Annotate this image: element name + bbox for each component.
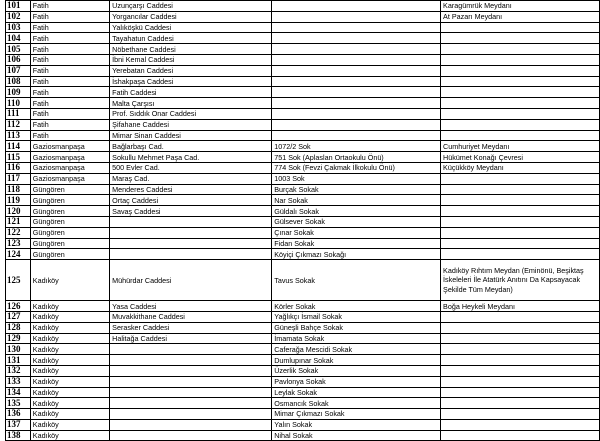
- square-cell: [441, 195, 600, 206]
- street-cell: Fidan Sokak: [272, 238, 441, 249]
- row-number: 128: [6, 322, 31, 333]
- street-cell: Şifahane Caddesi: [110, 119, 272, 130]
- table-row: [6, 419, 600, 430]
- street-cell: Caferağa Mescidi Sokak: [272, 344, 441, 355]
- street-cell: [110, 216, 272, 227]
- row-number: 109: [6, 87, 31, 98]
- district-cell: Kadıköy: [30, 344, 109, 355]
- table-row: [6, 227, 600, 238]
- square-cell: Hükümet Konağı Çevresi: [441, 152, 600, 163]
- table-row: [6, 365, 600, 376]
- square-cell: [441, 87, 600, 98]
- row-number: 113: [6, 130, 31, 141]
- square-cell: [441, 398, 600, 409]
- street-cell: Halitağa Caddesi: [110, 333, 272, 344]
- district-cell: Fatih: [30, 22, 109, 33]
- table-row: [6, 398, 600, 409]
- row-number: 123: [6, 238, 31, 249]
- square-cell: [441, 216, 600, 227]
- table-row: [6, 333, 600, 344]
- district-cell: Kadıköy: [30, 365, 109, 376]
- table-row: [6, 249, 600, 260]
- table-body: [6, 1, 600, 441]
- street-cell: 500 Evler Cad.: [110, 162, 272, 173]
- square-cell: [441, 130, 600, 141]
- table-row: [6, 409, 600, 420]
- table-row: [6, 301, 600, 312]
- square-cell: [441, 65, 600, 76]
- square-cell: [441, 108, 600, 119]
- street-cell: [272, 65, 441, 76]
- square-cell: [441, 376, 600, 387]
- square-cell: [441, 227, 600, 238]
- street-cell: Osmancık Sokak: [272, 398, 441, 409]
- table-row: [6, 162, 600, 173]
- row-number: 116: [6, 162, 31, 173]
- row-number: 115: [6, 152, 31, 163]
- row-number: 114: [6, 141, 31, 152]
- street-cell: Nar Sokak: [272, 195, 441, 206]
- street-cell: Mimar Sinan Caddesi: [110, 130, 272, 141]
- square-cell: At Pazarı Meydanı: [441, 11, 600, 22]
- street-cell: Savaş Caddesi: [110, 206, 272, 217]
- row-number: 106: [6, 54, 31, 65]
- district-cell: Fatih: [30, 98, 109, 109]
- street-cell: [272, 44, 441, 55]
- square-cell: [441, 365, 600, 376]
- row-number: 134: [6, 387, 31, 398]
- street-cell: Köyiçi Çıkmazı Sokağı: [272, 249, 441, 260]
- row-number: 135: [6, 398, 31, 409]
- district-cell: Gaziosmanpaşa: [30, 141, 109, 152]
- table-row: [6, 65, 600, 76]
- district-cell: Güngören: [30, 227, 109, 238]
- district-cell: Fatih: [30, 108, 109, 119]
- table-row: [6, 430, 600, 441]
- street-cell: Güldalı Sokak: [272, 206, 441, 217]
- square-cell: [441, 419, 600, 430]
- district-cell: Kadıköy: [30, 301, 109, 312]
- table-row: [6, 387, 600, 398]
- row-number: 130: [6, 344, 31, 355]
- row-number: 120: [6, 206, 31, 217]
- square-cell: Boğa Heykeli Meydanı: [441, 301, 600, 312]
- row-number: 105: [6, 44, 31, 55]
- district-cell: Kadıköy: [30, 311, 109, 322]
- street-cell: [110, 238, 272, 249]
- district-cell: Kadıköy: [30, 398, 109, 409]
- street-cell: 1072/2 Sok: [272, 141, 441, 152]
- district-cell: Kadıköy: [30, 409, 109, 420]
- street-cell: Tayahatun Caddesi: [110, 33, 272, 44]
- district-cell: Güngören: [30, 238, 109, 249]
- street-cell: [272, 1, 441, 12]
- district-cell: Gaziosmanpaşa: [30, 173, 109, 184]
- row-number: 121: [6, 216, 31, 227]
- street-cell: [272, 108, 441, 119]
- row-number: 111: [6, 108, 31, 119]
- district-cell: Güngören: [30, 184, 109, 195]
- street-cell: [110, 419, 272, 430]
- street-cell: Fatih Caddesi: [110, 87, 272, 98]
- district-cell: Güngören: [30, 206, 109, 217]
- street-cell: [110, 387, 272, 398]
- square-cell: Kadıköy Rıhtım Meydan (Eminönü, Beşiktaş İskeleleri İle Atatürk Anıtını Da Kapsayacak Şekilde Tüm Meydan): [441, 260, 600, 301]
- square-cell: [441, 54, 600, 65]
- district-cell: Fatih: [30, 54, 109, 65]
- table-row: [6, 141, 600, 152]
- table-row: [6, 152, 600, 163]
- row-number: 108: [6, 76, 31, 87]
- row-number: 127: [6, 311, 31, 322]
- street-cell: [272, 54, 441, 65]
- row-number: 104: [6, 33, 31, 44]
- row-number: 102: [6, 11, 31, 22]
- square-cell: Cumhuriyet Meydanı: [441, 141, 600, 152]
- row-number: 107: [6, 65, 31, 76]
- square-cell: [441, 322, 600, 333]
- district-cell: Fatih: [30, 130, 109, 141]
- street-cell: [110, 430, 272, 441]
- district-cell: Fatih: [30, 87, 109, 98]
- row-number: 110: [6, 98, 31, 109]
- row-number: 125: [6, 260, 31, 301]
- street-cell: Prof. Sıddık Onar Caddesi: [110, 108, 272, 119]
- street-cell: İbni Kemal Caddesi: [110, 54, 272, 65]
- square-cell: Küçükköy Meydanı: [441, 162, 600, 173]
- square-cell: [441, 409, 600, 420]
- street-cell: [110, 227, 272, 238]
- table-row: [6, 130, 600, 141]
- square-cell: [441, 387, 600, 398]
- district-cell: Kadıköy: [30, 430, 109, 441]
- district-cell: Kadıköy: [30, 376, 109, 387]
- square-cell: [441, 333, 600, 344]
- square-cell: [441, 22, 600, 33]
- district-cell: Fatih: [30, 33, 109, 44]
- street-cell: 751 Sok (Aplaslan Ortaokulu Önü): [272, 152, 441, 163]
- street-cell: [272, 76, 441, 87]
- street-cell: Yalıköşkü Caddesi: [110, 22, 272, 33]
- street-cell: Yerebatan Caddesi: [110, 65, 272, 76]
- table-row: [6, 344, 600, 355]
- table-row: [6, 216, 600, 227]
- street-cell: İshakpaşa Caddesi: [110, 76, 272, 87]
- street-cell: Pavlonya Sokak: [272, 376, 441, 387]
- streets-table: [5, 0, 600, 441]
- district-cell: Kadıköy: [30, 260, 109, 301]
- street-cell: Serasker Caddesi: [110, 322, 272, 333]
- street-cell: İmamata Sokak: [272, 333, 441, 344]
- square-cell: [441, 98, 600, 109]
- district-cell: Güngören: [30, 216, 109, 227]
- row-number: 137: [6, 419, 31, 430]
- table-row: [6, 238, 600, 249]
- street-cell: [110, 409, 272, 420]
- district-cell: Gaziosmanpaşa: [30, 162, 109, 173]
- table-row: [6, 260, 600, 301]
- square-cell: [441, 173, 600, 184]
- row-number: 138: [6, 430, 31, 441]
- square-cell: [441, 33, 600, 44]
- district-cell: Kadıköy: [30, 419, 109, 430]
- street-cell: Körler Sokak: [272, 301, 441, 312]
- row-number: 122: [6, 227, 31, 238]
- street-cell: Nihal Sokak: [272, 430, 441, 441]
- street-cell: Yasa Caddesi: [110, 301, 272, 312]
- square-cell: [441, 119, 600, 130]
- street-cell: [272, 11, 441, 22]
- district-cell: Gaziosmanpaşa: [30, 152, 109, 163]
- district-cell: Kadıköy: [30, 355, 109, 366]
- street-cell: Maraş Cad.: [110, 173, 272, 184]
- street-cell: Güneşli Bahçe Sokak: [272, 322, 441, 333]
- table-row: [6, 1, 600, 12]
- street-cell: Dumlupınar Sokak: [272, 355, 441, 366]
- district-cell: Kadıköy: [30, 387, 109, 398]
- street-cell: [272, 98, 441, 109]
- square-cell: [441, 76, 600, 87]
- table-row: [6, 22, 600, 33]
- street-cell: Çınar Sokak: [272, 227, 441, 238]
- table-row: [6, 184, 600, 195]
- row-number: 132: [6, 365, 31, 376]
- table-row: [6, 322, 600, 333]
- street-cell: Ortaç Caddesi: [110, 195, 272, 206]
- street-cell: Malta Çarşısı: [110, 98, 272, 109]
- street-cell: 1003 Sok: [272, 173, 441, 184]
- district-cell: Kadıköy: [30, 322, 109, 333]
- row-number: 136: [6, 409, 31, 420]
- street-cell: [110, 398, 272, 409]
- square-cell: [441, 44, 600, 55]
- district-cell: Fatih: [30, 76, 109, 87]
- street-cell: Muvakkithane Caddesi: [110, 311, 272, 322]
- street-cell: Mühürdar Caddesi: [110, 260, 272, 301]
- square-cell: [441, 184, 600, 195]
- street-cell: Yorgancılar Caddesi: [110, 11, 272, 22]
- street-cell: Üzerlik Sokak: [272, 365, 441, 376]
- street-cell: [110, 249, 272, 260]
- row-number: 103: [6, 22, 31, 33]
- row-number: 129: [6, 333, 31, 344]
- row-number: 131: [6, 355, 31, 366]
- table-row: [6, 173, 600, 184]
- street-cell: Mimar Çıkmazı Sokak: [272, 409, 441, 420]
- street-cell: Uzunçarşı Caddesi: [110, 1, 272, 12]
- street-cell: [272, 87, 441, 98]
- table-row: [6, 76, 600, 87]
- square-cell: [441, 206, 600, 217]
- row-number: 133: [6, 376, 31, 387]
- square-cell: [441, 430, 600, 441]
- square-cell: [441, 238, 600, 249]
- row-number: 101: [6, 1, 31, 12]
- district-cell: Kadıköy: [30, 333, 109, 344]
- district-cell: Güngören: [30, 249, 109, 260]
- street-cell: Nöbethane Caddesi: [110, 44, 272, 55]
- table-row: [6, 54, 600, 65]
- street-cell: Menderes Caddesi: [110, 184, 272, 195]
- table-row: [6, 376, 600, 387]
- table-row: [6, 33, 600, 44]
- row-number: 126: [6, 301, 31, 312]
- street-cell: [110, 376, 272, 387]
- street-cell: 774 Sok (Fevzi Çakmak İlkokulu Önü): [272, 162, 441, 173]
- street-cell: [110, 344, 272, 355]
- row-number: 119: [6, 195, 31, 206]
- street-cell: Yağlıkçı İsmail Sokak: [272, 311, 441, 322]
- district-cell: Fatih: [30, 11, 109, 22]
- street-cell: [272, 119, 441, 130]
- row-number: 112: [6, 119, 31, 130]
- row-number: 124: [6, 249, 31, 260]
- street-cell: [272, 33, 441, 44]
- street-cell: [110, 365, 272, 376]
- square-cell: [441, 249, 600, 260]
- district-cell: Fatih: [30, 119, 109, 130]
- square-cell: [441, 311, 600, 322]
- street-cell: Gülsever Sokak: [272, 216, 441, 227]
- square-cell: Karagümrük Meydanı: [441, 1, 600, 12]
- table-row: [6, 355, 600, 366]
- district-cell: Güngören: [30, 195, 109, 206]
- street-cell: Yalın Sokak: [272, 419, 441, 430]
- street-cell: [272, 130, 441, 141]
- square-cell: [441, 344, 600, 355]
- table-row: [6, 87, 600, 98]
- street-cell: Bağlarbaşı Cad.: [110, 141, 272, 152]
- street-cell: Tavus Sokak: [272, 260, 441, 301]
- street-cell: [272, 22, 441, 33]
- table-row: [6, 44, 600, 55]
- district-cell: Fatih: [30, 1, 109, 12]
- table-row: [6, 108, 600, 119]
- table-row: [6, 195, 600, 206]
- table-row: [6, 98, 600, 109]
- table-row: [6, 11, 600, 22]
- table-row: [6, 311, 600, 322]
- row-number: 118: [6, 184, 31, 195]
- street-cell: Burçak Sokak: [272, 184, 441, 195]
- street-cell: Sokullu Mehmet Paşa Cad.: [110, 152, 272, 163]
- table-row: [6, 206, 600, 217]
- table-row: [6, 119, 600, 130]
- district-cell: Fatih: [30, 65, 109, 76]
- street-cell: [110, 355, 272, 366]
- row-number: 117: [6, 173, 31, 184]
- street-cell: Leylak Sokak: [272, 387, 441, 398]
- square-cell: [441, 355, 600, 366]
- district-cell: Fatih: [30, 44, 109, 55]
